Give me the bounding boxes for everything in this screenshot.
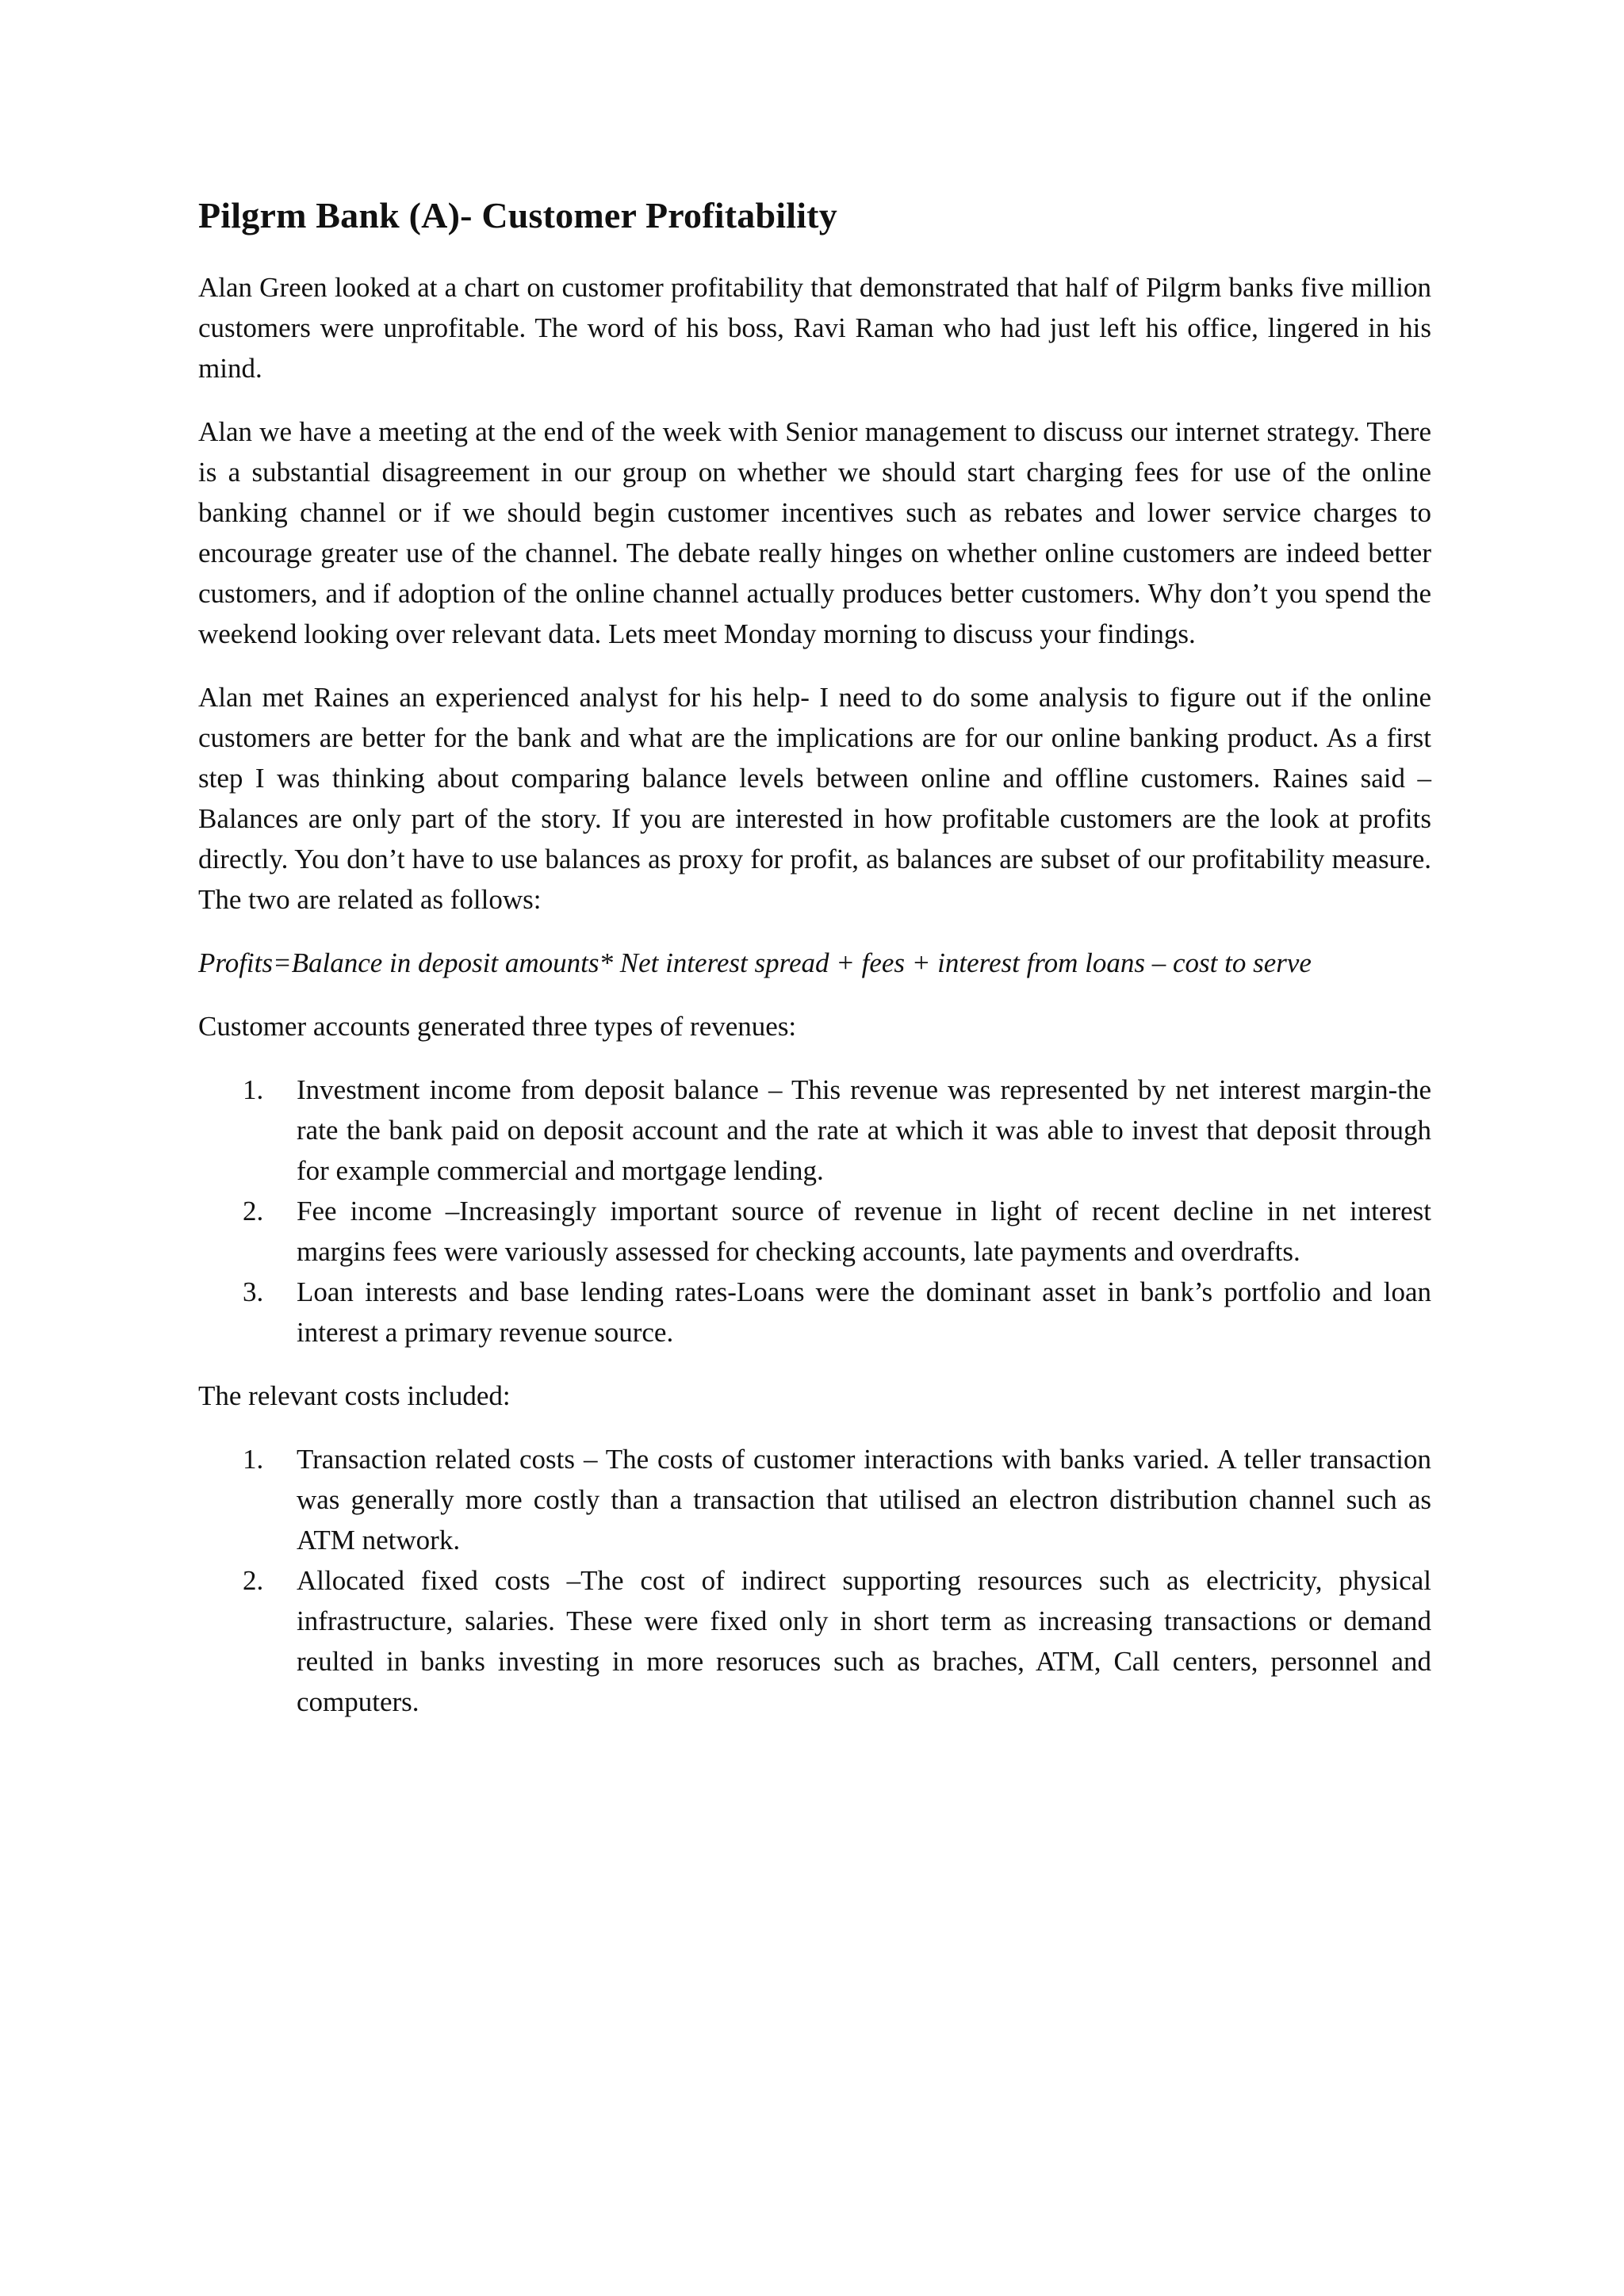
- list-item-number: 1.: [243, 1074, 264, 1106]
- list-item-text: Investment income from deposit balance – This revenue was represented by net interest margin-the rate the bank paid on deposit account and the rate at which it was able to invest that deposit through for example commercial and mortgage lending.: [297, 1074, 1431, 1187]
- costs-list: [198, 1439, 1431, 1722]
- list-item-text: Loan interests and base lending rates-Loans were the dominant asset in bank’s portfolio and loan interest a primary revenue source.: [297, 1276, 1431, 1349]
- list-item: [198, 1070, 1431, 1191]
- profit-formula: Profits=Balance in deposit amounts* Net interest spread + fees + interest from loans – cost to serve: [198, 947, 1312, 979]
- list-item-number: 1.: [243, 1444, 264, 1475]
- paragraph-raines: Alan met Raines an experienced analyst for his help- I need to do some analysis to figure out if the online customers are better for the bank and what are the implications are for our online banking product. As a first step I was thinking about comparing balance levels between online and offline customers. Raines said – Balances are only part of the story. If you are interested in how profitable customers are the look at profits directly. You don’t have to use balances as proxy for profit, as balances are subset of our profitability measure. The two are related as follows:: [198, 682, 1431, 916]
- paragraph-intro: Alan Green looked at a chart on customer profitability that demonstrated that half of Pilgrm banks five million customers were unprofitable. The word of his boss, Ravi Raman who had just left his office, lingered in his mind.: [198, 272, 1431, 385]
- revenues-list: [198, 1070, 1431, 1353]
- list-item: [198, 1272, 1431, 1353]
- list-item-text: Allocated fixed costs –The cost of indirect supporting resources such as electricity, physical infrastructure, salaries. These were fixed only in short term as increasing transactions or demand reulted in banks investing in more resoruces such as braches, ATM, Call centers, personnel and computers.: [297, 1565, 1431, 1718]
- list-item-text: Fee income –Increasingly important source of revenue in light of recent decline in net interest margins fees were variously assessed for checking accounts, late payments and overdrafts.: [297, 1196, 1431, 1268]
- list-item: [198, 1560, 1431, 1722]
- revenues-intro: Customer accounts generated three types of revenues:: [198, 1011, 797, 1043]
- document-page: [198, 193, 1431, 1745]
- list-item-number: 2.: [243, 1565, 264, 1597]
- costs-intro: The relevant costs included:: [198, 1380, 511, 1412]
- list-item-number: 3.: [243, 1276, 264, 1308]
- list-item-number: 2.: [243, 1196, 264, 1227]
- paragraph-boss-quote: Alan we have a meeting at the end of the week with Senior management to discuss our internet strategy. There is a substantial disagreement in our group on whether we should start charging fees for use of the online banking channel or if we should begin customer incentives such as rebates and lower service charges to encourage greater use of the channel. The debate really hinges on whether online customers are indeed better customers, and if adoption of the online channel actually produces better customers. Why don’t you spend the weekend looking over relevant data. Lets meet Monday morning to discuss your findings.: [198, 416, 1431, 650]
- list-item: [198, 1439, 1431, 1560]
- list-item: [198, 1191, 1431, 1272]
- document-title: Pilgrm Bank (A)- Customer Profitability: [198, 195, 837, 235]
- list-item-text: Transaction related costs – The costs of customer interactions with banks varied. A teller transaction was generally more costly than a transaction that utilised an electron distribution channel such as ATM network.: [297, 1444, 1431, 1556]
